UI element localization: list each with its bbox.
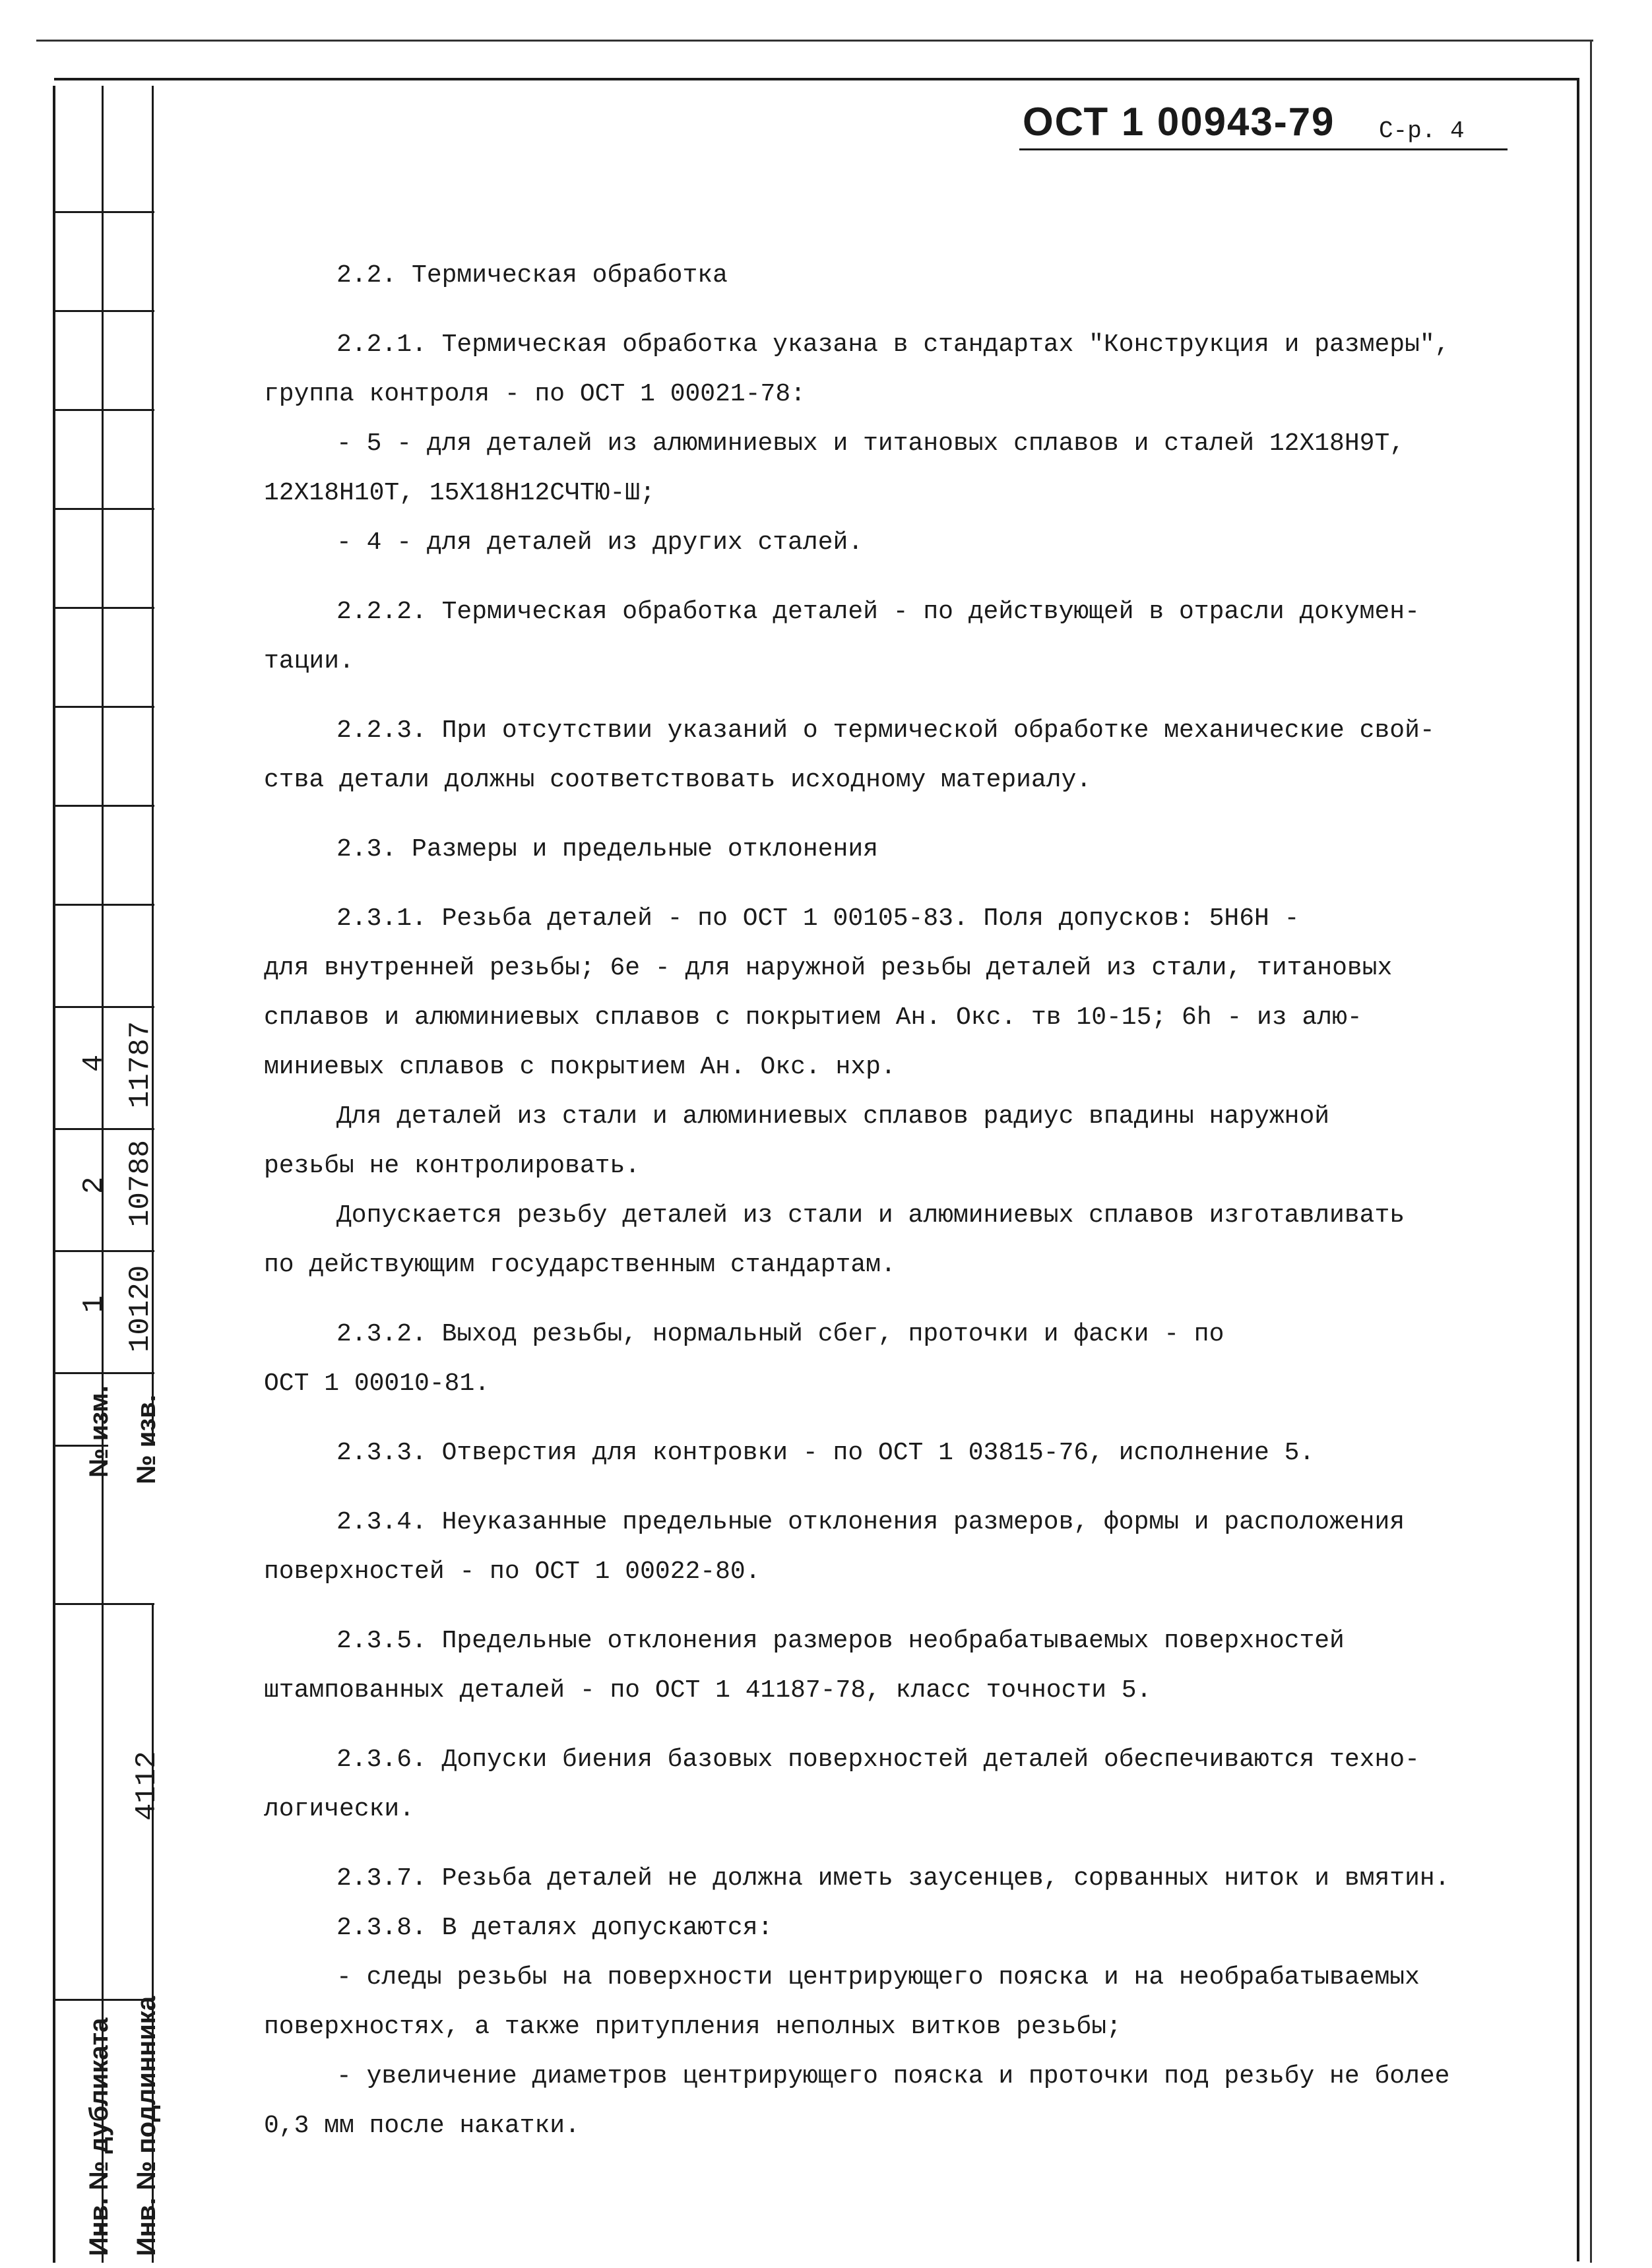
- change-izm-4: 4: [78, 1054, 111, 1072]
- paragraph-line: по действующим государственным стандартам.: [264, 1251, 896, 1279]
- frame-right-line: [1577, 78, 1579, 2261]
- paragraph-line: Для деталей из стали и алюминиевых сплавов радиус впадины наружной: [336, 1102, 1330, 1131]
- paragraph-line: 2.3.1. Резьба деталей - по ОСТ 1 00105-83. Поля допусков: 5Н6Н -: [336, 904, 1300, 933]
- paragraph-line: 2.3.3. Отверстия для контровки - по ОСТ 1 03815-76, исполнение 5.: [336, 1439, 1315, 1467]
- frame-top-line: [54, 78, 1578, 80]
- document-number: ОСТ 1 00943-79: [1023, 100, 1335, 144]
- change-izv-4: 11787: [124, 1021, 157, 1108]
- paragraph-line: 2.2.1. Термическая обработка указана в стандартах "Конструкция и размеры",: [336, 331, 1450, 359]
- paragraph-line: миниевых сплавов с покрытием Ан. Окс. нхр.: [264, 1053, 896, 1081]
- list-item: - 4 - для деталей из других сталей.: [336, 528, 864, 557]
- paragraph-line: 12Х18Н10Т, 15Х18Н12СЧТЮ-Ш;: [264, 479, 655, 507]
- change-izv-1: 10120: [124, 1265, 157, 1352]
- paragraph-line: 2.3.8. В деталях допускаются:: [336, 1914, 773, 1942]
- paragraph-line: 2.3.4. Неуказанные предельные отклонения размеров, формы и расположения: [336, 1508, 1405, 1536]
- paragraph-line: поверхностях, а также притупления неполных витков резьбы;: [264, 2013, 1122, 2041]
- paragraph-line: 2.3.7. Резьба деталей не должна иметь заусенцев, сорванных ниток и вмятин.: [336, 1864, 1450, 1893]
- paragraph-line: для внутренней резьбы; 6е - для наружной резьбы деталей из стали, титановых: [264, 954, 1393, 982]
- list-item: - увеличение диаметров центрирующего пояска и проточки под резьбу не более: [336, 2062, 1450, 2091]
- paragraph-line: 2.2.2. Термическая обработка деталей - по действующей в отрасли докумен-: [336, 598, 1420, 626]
- paragraph-line: 2.3.5. Предельные отклонения размеров необрабатываемых поверхностей: [336, 1627, 1345, 1655]
- change-izm-1: 1: [78, 1295, 111, 1313]
- list-item: - следы резьбы на поверхности центрирующего пояска и на необрабатываемых: [336, 1963, 1420, 1992]
- list-item: - 5 - для деталей из алюминиевых и титановых сплавов и сталей 12Х18Н9Т,: [336, 429, 1405, 458]
- paragraph-line: сплавов и алюминиевых сплавов с покрытием Ан. Окс. тв 10-15; 6h - из алю-: [264, 1003, 1362, 1032]
- document-body: [264, 251, 1550, 2151]
- right-outer-border-line: [1590, 40, 1592, 2263]
- header-underline: [1019, 148, 1508, 150]
- original-inventory-label: Инв. № подлинника: [132, 1996, 161, 2256]
- paragraph-line: 2.3.6. Допуски биения базовых поверхностей деталей обеспечиваются техно-: [336, 1746, 1420, 1774]
- change-izv-2: 10788: [124, 1139, 157, 1227]
- original-inventory-number: 4112: [131, 1751, 164, 1821]
- paragraph-line: тации.: [264, 647, 354, 676]
- paragraph-line: штампованных деталей - по ОСТ 1 41187-78, класс точности 5.: [264, 1676, 1152, 1705]
- paragraph-line: поверхностей - по ОСТ 1 00022-80.: [264, 1558, 761, 1586]
- izm-label: № изм.: [84, 1385, 113, 1478]
- paragraph-line: резьбы не контролировать.: [264, 1152, 641, 1180]
- page-number: С-р. 4: [1379, 117, 1465, 144]
- section-heading: 2.2. Термическая обработка: [336, 261, 728, 290]
- izv-label: № изв.: [132, 1395, 161, 1484]
- paragraph-line: 2.2.3. При отсутствии указаний о термической обработке механические свой-: [336, 716, 1435, 745]
- change-izm-2: 2: [78, 1176, 111, 1194]
- top-border-line: [36, 40, 1593, 42]
- paragraph-line: Допускается резьбу деталей из стали и алюминиевых сплавов изготавливать: [336, 1201, 1405, 1230]
- paragraph-line: 2.3.2. Выход резьбы, нормальный сбег, проточки и фаски - по: [336, 1320, 1224, 1348]
- paragraph-line: группа контроля - по ОСТ 1 00021-78:: [264, 380, 806, 408]
- section-heading: 2.3. Размеры и предельные отклонения: [336, 835, 878, 864]
- paragraph-line: ОСТ 1 00010-81.: [264, 1370, 490, 1398]
- paragraph-line: 0,3 мм после накатки.: [264, 2112, 580, 2140]
- paragraph-line: ства детали должны соответствовать исходному материалу.: [264, 766, 1092, 794]
- duplicate-inventory-label: Инв. № дубликата: [84, 2017, 113, 2256]
- paragraph-line: логически.: [264, 1795, 415, 1823]
